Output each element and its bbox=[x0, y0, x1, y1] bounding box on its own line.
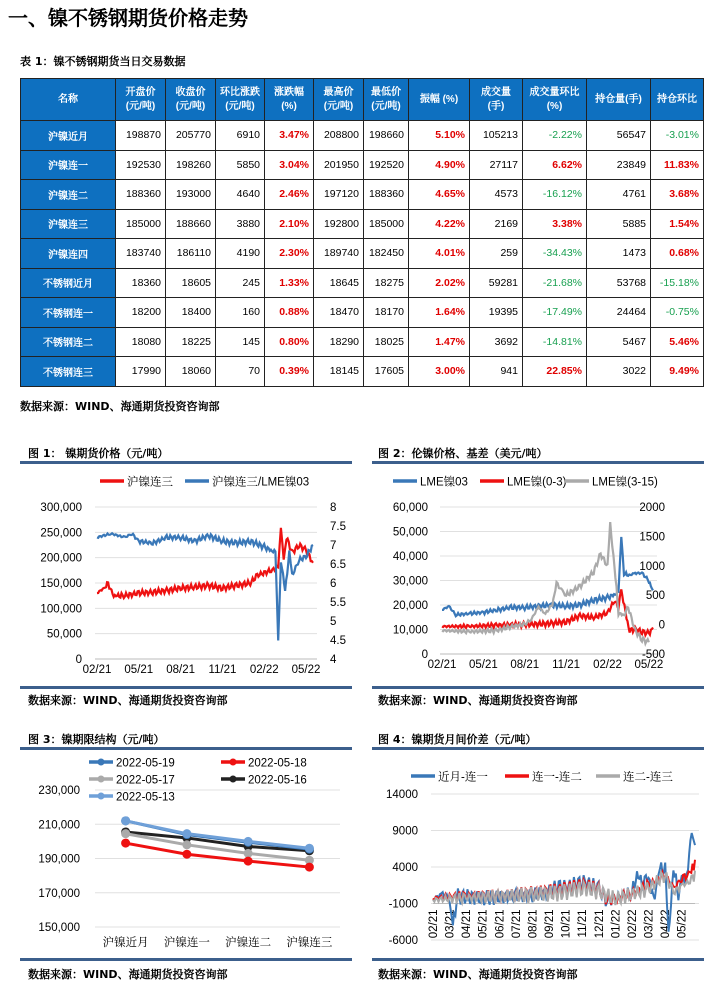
cell: 198260 bbox=[166, 150, 216, 180]
cell: 0.39% bbox=[265, 357, 314, 387]
cell: 4.22% bbox=[409, 209, 470, 239]
x-tick-label: 12/21 bbox=[593, 909, 606, 939]
y-tick-label: 230,000 bbox=[38, 785, 80, 797]
cell: 4640 bbox=[216, 180, 265, 210]
cell: 17605 bbox=[364, 357, 409, 387]
cell: 9.49% bbox=[651, 357, 704, 387]
cell: -17.49% bbox=[523, 298, 587, 328]
data-point bbox=[305, 844, 314, 853]
column-header: 名称 bbox=[21, 79, 116, 121]
cell: 188660 bbox=[166, 209, 216, 239]
cell: 18170 bbox=[364, 298, 409, 328]
cell: 3.00% bbox=[409, 357, 470, 387]
y2-tick-label: 8 bbox=[330, 502, 337, 514]
y-tick-label: 210,000 bbox=[38, 819, 80, 832]
cell: 3880 bbox=[216, 209, 265, 239]
data-point bbox=[182, 829, 191, 838]
y-tick-label: 250,000 bbox=[40, 527, 82, 540]
cell: 5467 bbox=[587, 327, 651, 357]
y2-tick-label: 6 bbox=[330, 578, 337, 590]
data-point bbox=[121, 839, 130, 848]
legend-label: LME镍03 bbox=[420, 476, 468, 489]
data-point bbox=[121, 829, 130, 838]
y-tick-label: 4000 bbox=[392, 862, 418, 874]
y2-tick-label: 4 bbox=[330, 654, 337, 666]
cell: 5.46% bbox=[651, 327, 704, 357]
x-tick-label: 05/22 bbox=[291, 664, 321, 676]
cell: 183740 bbox=[116, 239, 166, 269]
series-line bbox=[442, 537, 653, 616]
cell: 160 bbox=[216, 298, 265, 328]
y-tick-label: -1000 bbox=[388, 898, 418, 911]
cell: -16.12% bbox=[523, 180, 587, 210]
cell: 4.90% bbox=[409, 150, 470, 180]
x-tick-label: 02/22 bbox=[249, 664, 279, 676]
y-tick-label: 200,000 bbox=[40, 552, 82, 565]
x-tick-label: 03/21 bbox=[444, 909, 457, 939]
cell: 18225 bbox=[166, 327, 216, 357]
x-tick-label: 02/22 bbox=[626, 909, 639, 939]
y2-tick-label: 1000 bbox=[639, 560, 665, 573]
column-header: 最高价 (元/吨) bbox=[314, 79, 364, 121]
legend-label: 2022-05-13 bbox=[116, 791, 175, 804]
x-tick-label: 02/21 bbox=[427, 659, 457, 671]
cell: -34.43% bbox=[523, 239, 587, 269]
x-tick-label: 02/21 bbox=[82, 664, 112, 676]
x-tick-label: 04/22 bbox=[660, 909, 673, 939]
legend-marker bbox=[98, 759, 105, 766]
cell: 3.38% bbox=[523, 209, 587, 239]
cell: 18605 bbox=[166, 268, 216, 298]
cell: 4761 bbox=[587, 180, 651, 210]
cell: 18275 bbox=[364, 268, 409, 298]
cell: 18080 bbox=[116, 327, 166, 357]
cell: 18470 bbox=[314, 298, 364, 328]
cell: 6910 bbox=[216, 121, 265, 151]
cell: 3.68% bbox=[651, 180, 704, 210]
y-tick-label: -6000 bbox=[388, 935, 418, 947]
cell: 182450 bbox=[364, 239, 409, 269]
cell: 198660 bbox=[364, 121, 409, 151]
column-header: 最低价 (元/吨) bbox=[364, 79, 409, 121]
chart4-title: 图 4：镍期货月间价差（元/吨） bbox=[378, 733, 537, 746]
x-tick-label: 沪镍近月 bbox=[102, 937, 149, 949]
row-name: 沪镍连四 bbox=[21, 239, 116, 269]
cell: 27117 bbox=[470, 150, 523, 180]
x-tick-label: 11/21 bbox=[577, 909, 590, 938]
chart4-source: 数据来源：WIND、海通期货投资咨询部 bbox=[378, 968, 578, 981]
x-tick-label: 05/22 bbox=[676, 909, 689, 939]
column-header: 振幅 (%) bbox=[409, 79, 470, 121]
section-title: 一、镍不锈钢期货价格走势 bbox=[8, 6, 248, 30]
cell: 0.68% bbox=[651, 239, 704, 269]
legend-marker bbox=[98, 793, 105, 800]
cell: -2.22% bbox=[523, 121, 587, 151]
cell: 3692 bbox=[470, 327, 523, 357]
table-source: 数据来源：WIND、海通期货投资咨询部 bbox=[20, 400, 220, 413]
data-point bbox=[244, 849, 253, 858]
x-tick-label: 沪镍连二 bbox=[225, 937, 272, 949]
y-tick-label: 150,000 bbox=[38, 922, 80, 934]
x-tick-label: 08/21 bbox=[166, 664, 196, 676]
y2-tick-label: 7.5 bbox=[330, 521, 346, 533]
cell: 18360 bbox=[116, 268, 166, 298]
cell: 18645 bbox=[314, 268, 364, 298]
y-tick-label: 190,000 bbox=[38, 853, 80, 866]
legend-label: 连二-连三 bbox=[623, 771, 673, 784]
cell: 59281 bbox=[470, 268, 523, 298]
y-tick-label: 0 bbox=[75, 654, 82, 666]
x-tick-label: 07/21 bbox=[510, 909, 523, 939]
legend-marker bbox=[98, 776, 105, 783]
x-tick-label: 03/22 bbox=[643, 909, 656, 939]
x-tick-label: 02/21 bbox=[428, 909, 440, 939]
cell: 18025 bbox=[364, 327, 409, 357]
y-tick-label: 30,000 bbox=[392, 575, 428, 588]
cell: 198870 bbox=[116, 121, 166, 151]
column-header: 成交量 (手) bbox=[470, 79, 523, 121]
cell: -3.01% bbox=[651, 121, 704, 151]
y-tick-label: 60,000 bbox=[392, 502, 428, 514]
legend-label: 沪镍连三 bbox=[127, 476, 173, 489]
column-header: 持仓量(手) bbox=[587, 79, 651, 121]
y-tick-label: 14000 bbox=[386, 789, 418, 801]
legend-label: 2022-05-16 bbox=[248, 774, 307, 787]
data-point bbox=[182, 840, 191, 849]
cell: 2.46% bbox=[265, 180, 314, 210]
cell: 192530 bbox=[116, 150, 166, 180]
x-tick-label: 06/21 bbox=[494, 909, 507, 939]
cell: 18200 bbox=[116, 298, 166, 328]
legend-label: LME镍(0-3) bbox=[507, 476, 567, 489]
y2-tick-label: 1500 bbox=[639, 531, 665, 544]
cell: 201950 bbox=[314, 150, 364, 180]
cell: 18400 bbox=[166, 298, 216, 328]
row-name: 沪镍连二 bbox=[21, 180, 116, 210]
y-tick-label: 0 bbox=[421, 649, 428, 661]
chart1-title: 图 1： 镍期货价格（元/吨） bbox=[28, 447, 169, 460]
y-tick-label: 50,000 bbox=[46, 628, 82, 641]
cell: 2169 bbox=[470, 209, 523, 239]
cell: 4573 bbox=[470, 180, 523, 210]
cell: -21.68% bbox=[523, 268, 587, 298]
legend-marker bbox=[230, 759, 237, 766]
cell: 145 bbox=[216, 327, 265, 357]
legend-label: LME镍(3-15) bbox=[592, 476, 658, 489]
y-tick-label: 50,000 bbox=[392, 526, 428, 539]
cell: 192520 bbox=[364, 150, 409, 180]
data-point bbox=[121, 816, 130, 825]
cell: 53768 bbox=[587, 268, 651, 298]
cell: 5850 bbox=[216, 150, 265, 180]
x-tick-label: 11/21 bbox=[208, 664, 237, 676]
cell: 245 bbox=[216, 268, 265, 298]
cell: 18145 bbox=[314, 357, 364, 387]
y-tick-label: 40,000 bbox=[392, 551, 428, 563]
x-tick-label: 11/21 bbox=[552, 659, 581, 671]
cell: 0.80% bbox=[265, 327, 314, 357]
chart3-source: 数据来源：WIND、海通期货投资咨询部 bbox=[28, 968, 228, 981]
data-point bbox=[244, 857, 253, 866]
legend-label: 2022-05-17 bbox=[116, 774, 175, 787]
legend-label: 2022-05-19 bbox=[116, 757, 175, 770]
cell: 11.83% bbox=[651, 150, 704, 180]
cell: 192800 bbox=[314, 209, 364, 239]
row-name: 沪镍连三 bbox=[21, 209, 116, 239]
cell: 259 bbox=[470, 239, 523, 269]
legend-label: 连一-连二 bbox=[532, 771, 582, 784]
cell: 19395 bbox=[470, 298, 523, 328]
y-tick-label: 10,000 bbox=[392, 624, 428, 637]
y2-tick-label: 6.5 bbox=[330, 559, 346, 571]
cell: 193000 bbox=[166, 180, 216, 210]
x-tick-label: 01/22 bbox=[610, 909, 623, 939]
cell: -15.18% bbox=[651, 268, 704, 298]
x-tick-label: 沪镍连三 bbox=[286, 937, 333, 949]
cell: -14.81% bbox=[523, 327, 587, 357]
cell: 185000 bbox=[364, 209, 409, 239]
chart3-title: 图 3：镍期限结构（元/吨） bbox=[28, 733, 165, 746]
y-tick-label: 150,000 bbox=[40, 578, 82, 590]
row-name: 不锈钢近月 bbox=[21, 268, 116, 298]
x-tick-label: 05/22 bbox=[634, 659, 664, 671]
cell: 185000 bbox=[116, 209, 166, 239]
y-tick-label: 300,000 bbox=[40, 502, 82, 514]
cell: 1.54% bbox=[651, 209, 704, 239]
legend-marker bbox=[230, 776, 237, 783]
row-name: 不锈钢连一 bbox=[21, 298, 116, 328]
table-caption: 表 1：镍不锈钢期货当日交易数据 bbox=[20, 55, 186, 68]
y2-tick-label: 500 bbox=[645, 590, 665, 603]
legend-label: 近月-连一 bbox=[438, 771, 488, 784]
chart2-title: 图 2：伦镍价格、基差（美元/吨） bbox=[378, 447, 548, 460]
column-header: 成交量环比 (%) bbox=[523, 79, 587, 121]
x-tick-label: 沪镍连一 bbox=[163, 937, 210, 949]
column-header: 涨跌幅 (%) bbox=[265, 79, 314, 121]
y2-tick-label: -500 bbox=[641, 649, 665, 661]
cell: 3022 bbox=[587, 357, 651, 387]
y2-tick-label: 7 bbox=[330, 540, 337, 552]
cell: 2.10% bbox=[265, 209, 314, 239]
cell: 2.30% bbox=[265, 239, 314, 269]
cell: 188360 bbox=[364, 180, 409, 210]
cell: 208800 bbox=[314, 121, 364, 151]
chart2-source: 数据来源：WIND、海通期货投资咨询部 bbox=[378, 694, 578, 707]
cell: 1473 bbox=[587, 239, 651, 269]
y-tick-label: 20,000 bbox=[392, 600, 428, 612]
cell: 4190 bbox=[216, 239, 265, 269]
cell: 189740 bbox=[314, 239, 364, 269]
x-tick-label: 10/21 bbox=[560, 909, 573, 939]
column-header: 持仓环比 bbox=[651, 79, 704, 121]
cell: 5885 bbox=[587, 209, 651, 239]
x-tick-label: 05/21 bbox=[468, 659, 498, 671]
x-tick-label: 08/21 bbox=[510, 659, 540, 671]
cell: 941 bbox=[470, 357, 523, 387]
cell: 1.47% bbox=[409, 327, 470, 357]
row-name: 不锈钢连二 bbox=[21, 327, 116, 357]
y2-tick-label: 5 bbox=[330, 616, 337, 628]
column-header: 环比涨跌 (元/吨) bbox=[216, 79, 265, 121]
row-name: 不锈钢连三 bbox=[21, 357, 116, 387]
cell: 6.62% bbox=[523, 150, 587, 180]
row-name: 沪镍连一 bbox=[21, 150, 116, 180]
cell: -0.75% bbox=[651, 298, 704, 328]
cell: 56547 bbox=[587, 121, 651, 151]
cell: 3.04% bbox=[265, 150, 314, 180]
legend-label: 沪镍连三/LME镍03 bbox=[212, 476, 310, 489]
cell: 197120 bbox=[314, 180, 364, 210]
legend-label: 2022-05-18 bbox=[248, 757, 307, 770]
y2-tick-label: 4.5 bbox=[330, 635, 346, 647]
cell: 105213 bbox=[470, 121, 523, 151]
y2-tick-label: 5.5 bbox=[330, 597, 346, 609]
x-tick-label: 05/21 bbox=[124, 664, 154, 676]
column-header: 开盘价 (元/吨) bbox=[116, 79, 166, 121]
cell: 186110 bbox=[166, 239, 216, 269]
cell: 24464 bbox=[587, 298, 651, 328]
column-header: 收盘价 (元/吨) bbox=[166, 79, 216, 121]
x-tick-label: 04/21 bbox=[461, 909, 474, 939]
cell: 18060 bbox=[166, 357, 216, 387]
cell: 4.65% bbox=[409, 180, 470, 210]
y2-tick-label: 2000 bbox=[639, 502, 665, 514]
y-tick-label: 170,000 bbox=[38, 887, 80, 900]
x-tick-label: 08/21 bbox=[527, 909, 540, 939]
y2-tick-label: 0 bbox=[658, 619, 665, 632]
cell: 1.33% bbox=[265, 268, 314, 298]
y-tick-label: 100,000 bbox=[40, 603, 82, 616]
chart1-source: 数据来源：WIND、海通期货投资咨询部 bbox=[28, 694, 228, 707]
cell: 18290 bbox=[314, 327, 364, 357]
cell: 70 bbox=[216, 357, 265, 387]
cell: 188360 bbox=[116, 180, 166, 210]
cell: 2.02% bbox=[409, 268, 470, 298]
x-tick-label: 09/21 bbox=[544, 909, 557, 939]
y-tick-label: 9000 bbox=[392, 825, 418, 838]
cell: 22.85% bbox=[523, 357, 587, 387]
cell: 205770 bbox=[166, 121, 216, 151]
cell: 4.01% bbox=[409, 239, 470, 269]
x-tick-label: 05/21 bbox=[477, 909, 490, 939]
cell: 17990 bbox=[116, 357, 166, 387]
data-point bbox=[305, 863, 314, 872]
cell: 23849 bbox=[587, 150, 651, 180]
cell: 5.10% bbox=[409, 121, 470, 151]
data-point bbox=[244, 837, 253, 846]
cell: 0.88% bbox=[265, 298, 314, 328]
cell: 1.64% bbox=[409, 298, 470, 328]
x-tick-label: 02/22 bbox=[593, 659, 622, 671]
row-name: 沪镍近月 bbox=[21, 121, 116, 151]
cell: 3.47% bbox=[265, 121, 314, 151]
data-point bbox=[182, 850, 191, 859]
